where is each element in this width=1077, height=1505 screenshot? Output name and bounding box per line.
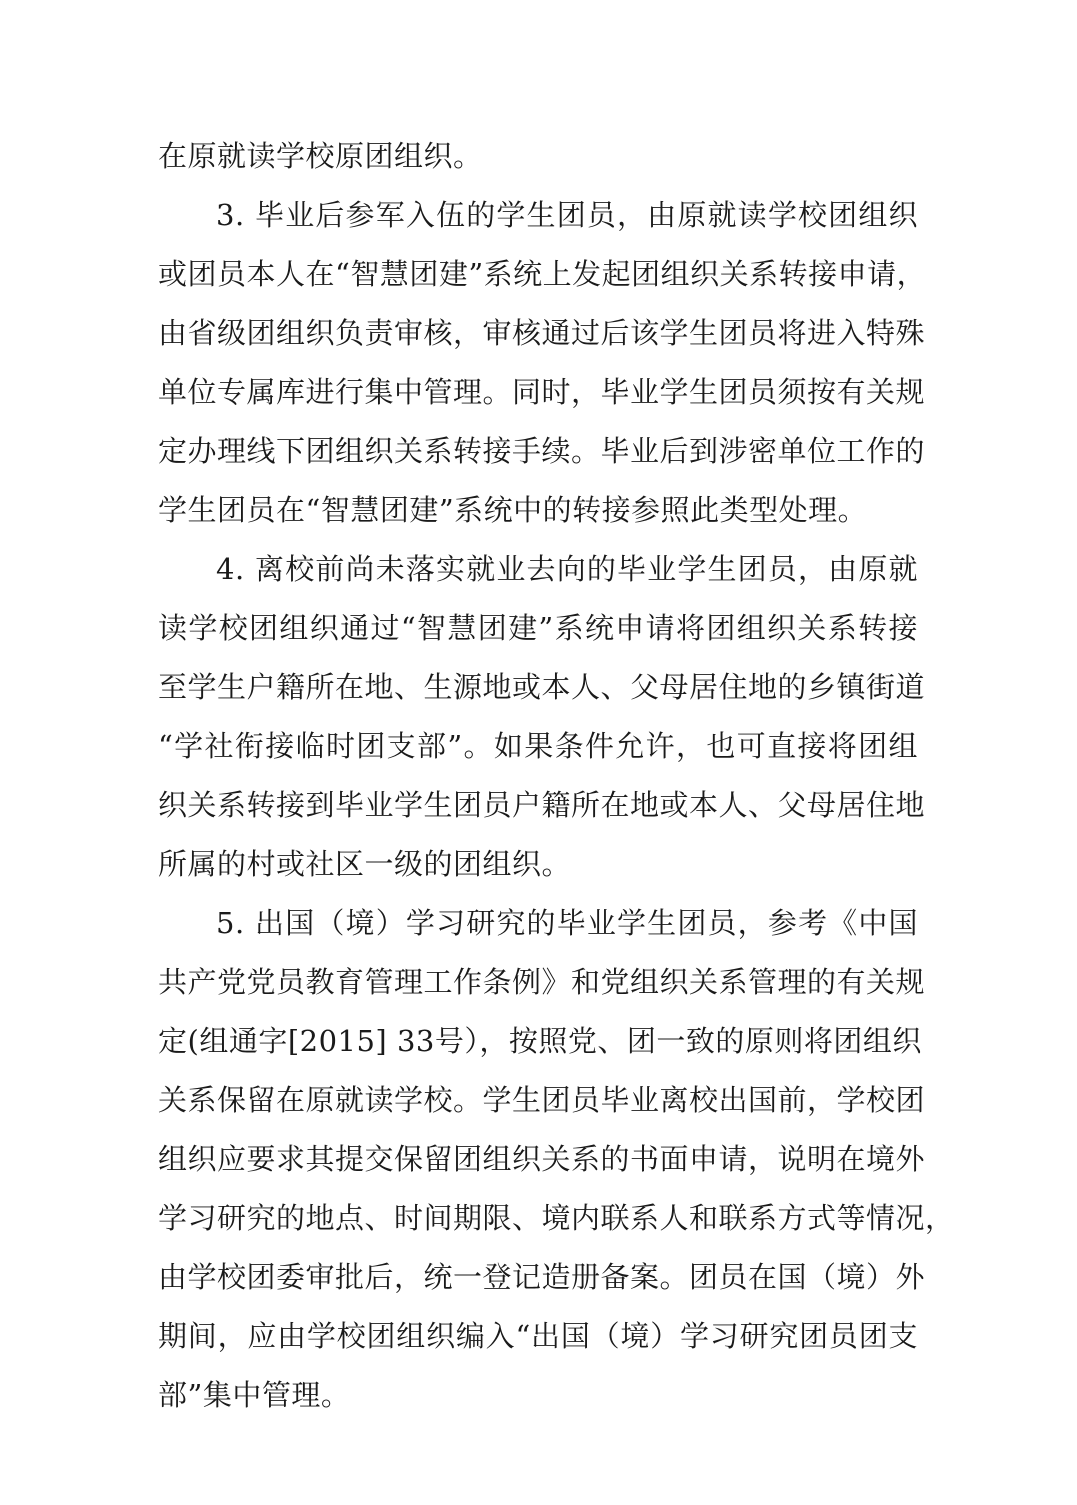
text-line: 由学校团委审批后，统一登记造册备案。团员在国（境）外 xyxy=(158,1260,926,1294)
text-line: 3. 毕业后参军入伍的学生团员，由原就读学校团组织 xyxy=(216,198,918,232)
text-line: 定(组通字[2015] 33号），按照党、团一致的原则将团组织 xyxy=(158,1024,922,1058)
text-line: 读学校团组织通过“智慧团建”系统申请将团组织关系转接 xyxy=(158,611,918,645)
text-line: 至学生户籍所在地、生源地或本人、父母居住地的乡镇街道 xyxy=(158,670,926,704)
text-line: 由省级团组织负责审核，审核通过后该学生团员将进入特殊 xyxy=(158,316,926,350)
text-line: 组织应要求其提交保留团组织关系的书面申请，说明在境外 xyxy=(158,1142,926,1176)
text-line: 定办理线下团组织关系转接手续。毕业后到涉密单位工作的 xyxy=(158,434,926,468)
text-line: 期间，应由学校团组织编入“出国（境）学习研究团员团支 xyxy=(158,1319,918,1353)
text-line: 或团员本人在“智慧团建”系统上发起团组织关系转接申请， xyxy=(158,257,927,291)
text-line: 织关系转接到毕业学生团员户籍所在地或本人、父母居住地 xyxy=(158,788,926,822)
text-line: 5. 出国（境）学习研究的毕业学生团员，参考《中国 xyxy=(216,906,918,940)
document-body xyxy=(158,127,955,1425)
text-line: 单位专属库进行集中管理。同时，毕业学生团员须按有关规 xyxy=(158,375,926,409)
text-line: “学社衔接临时团支部”。如果条件允许，也可直接将团组 xyxy=(158,729,918,763)
text-line: 学习研究的地点、时间期限、境内联系人和联系方式等情况， xyxy=(158,1201,955,1235)
text-line: 4. 离校前尚未落实就业去向的毕业学生团员，由原就 xyxy=(216,552,918,586)
text-line: 部”集中管理。 xyxy=(158,1378,351,1412)
text-line: 关系保留在原就读学校。学生团员毕业离校出国前，学校团 xyxy=(158,1083,926,1117)
text-line: 所属的村或社区一级的团组织。 xyxy=(158,847,572,881)
text-line: 共产党党员教育管理工作条例》和党组织关系管理的有关规 xyxy=(158,965,926,999)
text-line: 学生团员在“智慧团建”系统中的转接参照此类型处理。 xyxy=(158,493,868,527)
text-line: 在原就读学校原团组织。 xyxy=(158,139,483,173)
